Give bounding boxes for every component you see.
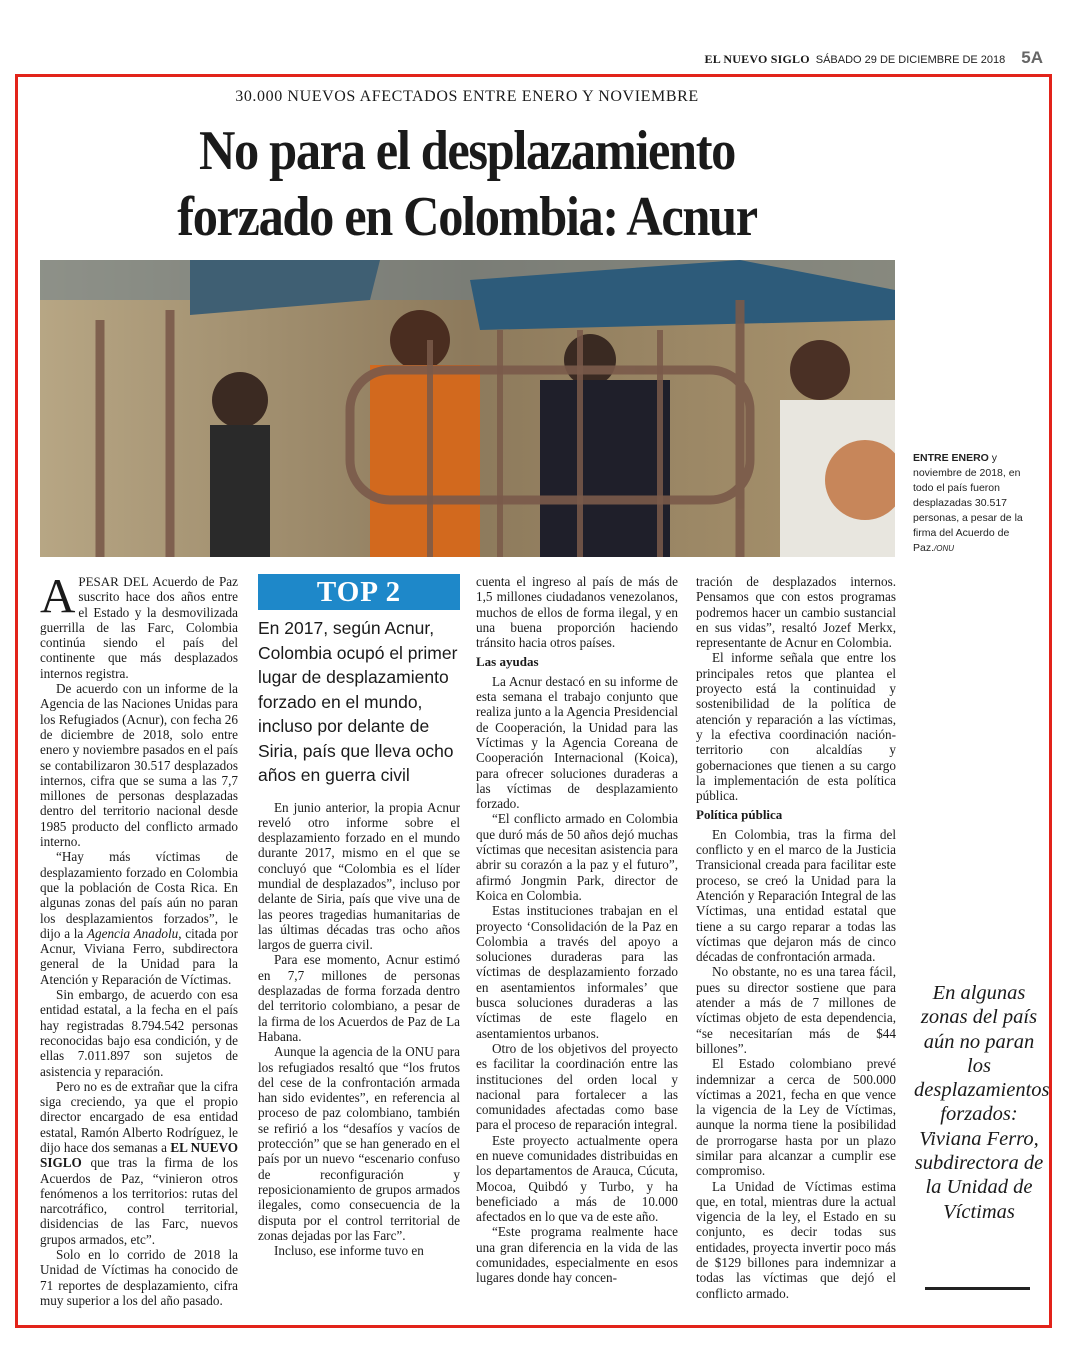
subheading-politica-publica: Política pública [696,807,783,823]
pull-quote: En algunas zonas del país aún no paran los desplazamientos forzados: Viviana Ferro, subdirectora de la Unidad de Víctimas [914,982,1050,1223]
headline-line-2: forzado en Colombia: Acnur [177,186,757,248]
column-1 [40,568,238,1308]
paragraph: Otro de los objetivos del proyecto es facilitar la coordinación entre las instituciones del orden local y nacional para fortalecer a las comunidades afectadas como base para el proceso de reparación integral. [476,1040,678,1133]
paragraph: “Este programa realmente hace una gran diferencia en la vida de las comunidades, especialmente en esos lugares donde hay concen- [476,1224,678,1286]
page-number: 5A [1021,48,1043,67]
paragraph: cuenta el ingreso al país de más de 1,5 millones ciudadanos venezolanos, muchos de ellos de forma ilegal, y en una buena proporción haciendo tránsito hacia otros países. [476,574,678,651]
kicker: 30.000 NUEVOS AFECTADOS ENTRE ENERO Y NOVIEMBRE [235,88,699,105]
paragraph: Sin embargo, de acuerdo con esa entidad estatal, a la fecha en el país hay registradas 8.794.542 personas reconocidas bajo esa condición, y de ellas 7.011.897 son sujetos de asistencia y reparación. [40,987,238,1079]
paragraph: En Colombia, tras la firma del conflicto y en el marco de la Justicia Transicional creada para facilitar este proceso, se creó la Unidad para la Atención y Reparación Integral de las Víctimas, una entidad estatal que tiene a su cargo reparar a todas las víctimas que dejaron más de cinco décadas de confrontación armada. [696,826,896,965]
column-4 [696,574,896,1301]
caption-text: y noviembre de 2018, en todo el país fueron desplazadas 30.517 personas, a pesar de la firma del Acuerdo de Paz. [913,452,1023,554]
photo-credit: /ONU [934,544,955,553]
caption-lead: ENTRE ENERO [913,452,989,464]
headline-line-1: No para el desplazamiento [198,120,736,182]
issue-date: SÁBADO 29 DE DICIEMBRE DE 2018 [815,54,1006,66]
paragraph: “El conflicto armado en Colombia que duró más de 50 años dejó muchas víctimas que necesitan asistencia para abrir su corazón a la paz y el futuro”, afirmó Jongmin Park, director de Koica en Colombia. [476,811,678,903]
paragraph: En junio anterior, la propia Acnur reveló otro informe sobre el desplazamiento forzado en el mundo durante 2017, mismo en el que se concluyó que “Colombia es el líder mundial de desplazados”, incluso por delante de Siria, país que vive una de las peores tragedias humanitarias de las últimas décadas tras ocho años largos de guerra civil. [258,799,460,953]
top2-text: En 2017, según Acnur, Colombia ocupó el primer lugar de desplazamiento forzado en el mundo, incluso por delante de Siria, país que lleva ocho años en guerra civil [258,618,458,785]
top2-banner: TOP 2 [258,574,460,610]
pull-quote-rule [925,1287,1030,1290]
publication-name: EL NUEVO SIGLO [704,52,810,66]
article-photo [40,260,895,557]
source-name: Agencia Anadolu [86,925,179,941]
subheading-ayudas: Las ayudas [476,654,539,670]
paragraph: Pero no es de extrañar que la cifra siga creciendo, ya que el propio director encargado de esa entidad estatal, Ramón Alberto Rodríguez, le dijo hace dos semanas a EL NUEVO SIGLO que tras la firma de los Acuerdos de Paz, “vinieron otros fenómenos a los territorios: rutas del narcotráfico, control territorial, disidencias de las Farc, nuevos grupos armados, etc”. [40,1078,238,1247]
drop-cap: A [40,568,76,623]
paragraph: Incluso, ese informe tuvo en [274,1243,424,1259]
headline [47,118,888,250]
lead-smallcaps: PESAR DEL [78,574,149,589]
photo-caption [913,451,1035,556]
paragraph: APESAR DEL Acuerdo de Paz suscrito hace dos años entre el Estado y la desmovilizada guerrilla de las Farc, Colombia continúa siendo el país del continente que más desplazados internos registra. [40,568,238,681]
column-3 [476,574,678,1286]
publication-mention: EL NUEVO SIGLO [40,1139,238,1171]
paragraph: tración de desplazados internos. Pensamos que con estos programas podremos hacer un cambio sustancial en sus vidas”, resaltó Jozef Merkx, representante de Acnur en Colombia. [696,574,896,651]
paragraph: La Unidad de Víctimas estima que, en total, mientras dure la actual vigencia de la ley, el Estado en su conjunto, es decir todas sus entidades, proyecta invertir poco más de $129 billones para indemnizar a todas las víctimas que dejó el conflicto armado. [696,1178,896,1301]
paragraph: Solo en lo corrido de 2018 la Unidad de Víctimas ha conocido de 71 reportes de desplazamiento, cifra muy superior a los del año pasado. [40,1247,238,1308]
paragraph: “Hay más víctimas de desplazamiento forzado en Colombia que la población de Costa Rica. En algunas zonas del país aún no paran los desplazamientos forzados”, le dijo a la Agencia Anadolu, citada por Acnur, Viviana Ferro, subdirectora general de la Unidad para la Atención y Reparación de Víctimas. [40,849,238,987]
paragraph: Aunque la agencia de la ONU para los refugiados resaltó que “los frutos del cese de la confrontación armada han sido evidentes”, en referencia al proceso de paz colombiano, también se refirió a los “desafíos y vacíos de protección” que se han generado en el país por un nuevo “escenario confuso de reconfiguración y reposicionamiento de grupos armados ilegales, como consecuencia de la disputa por el control territorial de zonas dejadas por las Farc”. [258,1044,460,1243]
column-2 [258,574,460,1258]
paragraph: No obstante, no es una tarea fácil, pues su director sostiene que para atender a más de 7 millones de víctimas objeto de esta dependencia, “se necesitarían más de $44 billones”. [696,964,896,1056]
paragraph: La Acnur destacó en su informe de esta semana el trabajo conjunto que realiza junto a la Agencia Presidencial de Cooperación, la Unidad para las Víctimas y la Agencia Coreana de Cooperación Internacional (Koica), para ofrecer soluciones duraderas a las víctimas de desplazamiento forzado. [476,673,678,812]
paragraph: Estas instituciones trabajan en el proyecto ‘Consolidación de la Paz en Colombia a través del apoyo a soluciones duraderas para las víctimas de desplazamiento forzado en asentamientos informales’ que busca soluciones duraderas a las víctimas de este flagelo en asentamientos urbanos. [476,903,678,1041]
paragraph: Este proyecto actualmente opera en nueve comunidades distribuidas en los departamentos de Arauca, Cúcuta, Mocoa, Quibdó y Turbo, y ha beneficiado a más de 10.000 afectados en lo que va de este año. [476,1132,678,1225]
paragraph: Para ese momento, Acnur estimó en 7,7 millones de personas desplazadas de forma forzada dentro del territorio colombiano, a pesar de la firma de los Acuerdos de Paz de La Habana. [258,952,460,1044]
paragraph: El informe señala que entre los principales retos que plantea el proyecto está la continuidad y sostenibilidad de la política de atención y reparación a las víctimas, y la efectiva coordinación nación-territorio con alcaldías y gobernaciones que tienen a su cargo la implementación de esta política pública. [696,650,896,804]
paragraph: El Estado colombiano prevé indemnizar a cerca de 500.000 víctimas a 2021, fecha en que vence la vigencia de la Ley de Víctimas, aunque la norma tiene la posibilidad de prorrogarse hasta por un plazo similar para alcanzar a cumplir ese compromiso. [696,1056,896,1179]
paragraph: De acuerdo con un informe de la Agencia de las Naciones Unidas para los Refugiados (Acnur), con fecha 26 de diciembre de 2018, solo entre enero y noviembre pasados en el país se contabilizaron 30.517 desplazados internos, cifra que se suma a las 7,7 millones de personas desplazadas dentro del territorio nacional desde 1985 producto del conflicto armado interno. [40,681,238,850]
page-header [704,48,1043,70]
